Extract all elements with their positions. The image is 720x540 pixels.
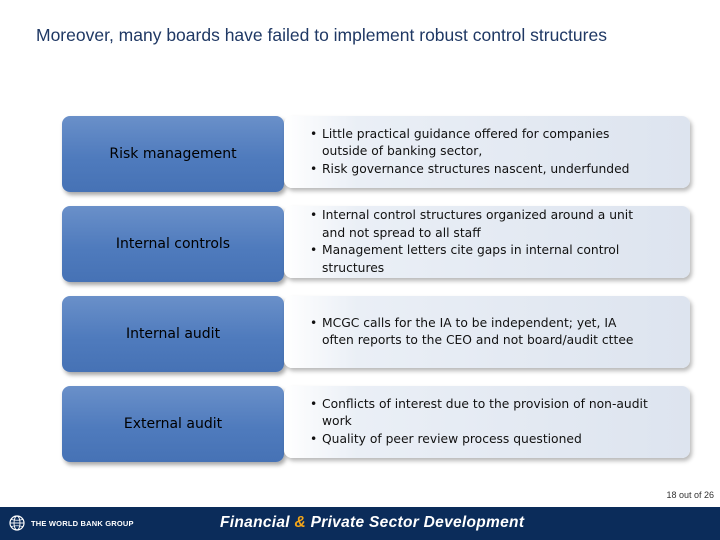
row-label: Internal controls: [62, 206, 284, 282]
bullet-item: • Conflicts of interest due to the provision of non-audit work: [310, 396, 690, 431]
brand-ampersand: &: [294, 514, 306, 531]
row-label: External audit: [62, 386, 284, 462]
footer-bar: [0, 507, 720, 540]
row-description: [284, 386, 690, 458]
bullet-item: • Quality of peer review process questioned: [310, 431, 690, 449]
bullet-item: • Little practical guidance offered for companies outside of banking sector,: [310, 126, 690, 161]
bullet-item: • Management letters cite gaps in internal control structures: [310, 242, 690, 277]
world-bank-globe-icon: [9, 515, 25, 531]
bullet-item: • MCGC calls for the IA to be independent; yet, IA often reports to the CEO and not board/audit cttee: [310, 315, 690, 350]
row-internal-controls: [62, 206, 692, 282]
bullet-item: • Risk governance structures nascent, underfunded: [310, 161, 690, 179]
footer-brand: [220, 514, 524, 532]
bullet-item: • Internal control structures organized around a unit and not spread to all staff: [310, 207, 690, 242]
row-label: Internal audit: [62, 296, 284, 372]
row-description: [284, 296, 690, 368]
row-risk-management: [62, 116, 692, 192]
slide-title: Moreover, many boards have failed to implement robust control structures: [36, 25, 607, 45]
row-internal-audit: [62, 296, 692, 372]
page-number: 18 out of 26: [666, 490, 714, 500]
brand-part2: Private Sector Development: [310, 514, 525, 531]
row-label: Risk management: [62, 116, 284, 192]
brand-part1: Financial: [220, 514, 290, 531]
org-name: THE WORLD BANK GROUP: [31, 519, 134, 528]
row-description: [284, 206, 690, 278]
row-external-audit: [62, 386, 692, 462]
row-description: [284, 116, 690, 188]
